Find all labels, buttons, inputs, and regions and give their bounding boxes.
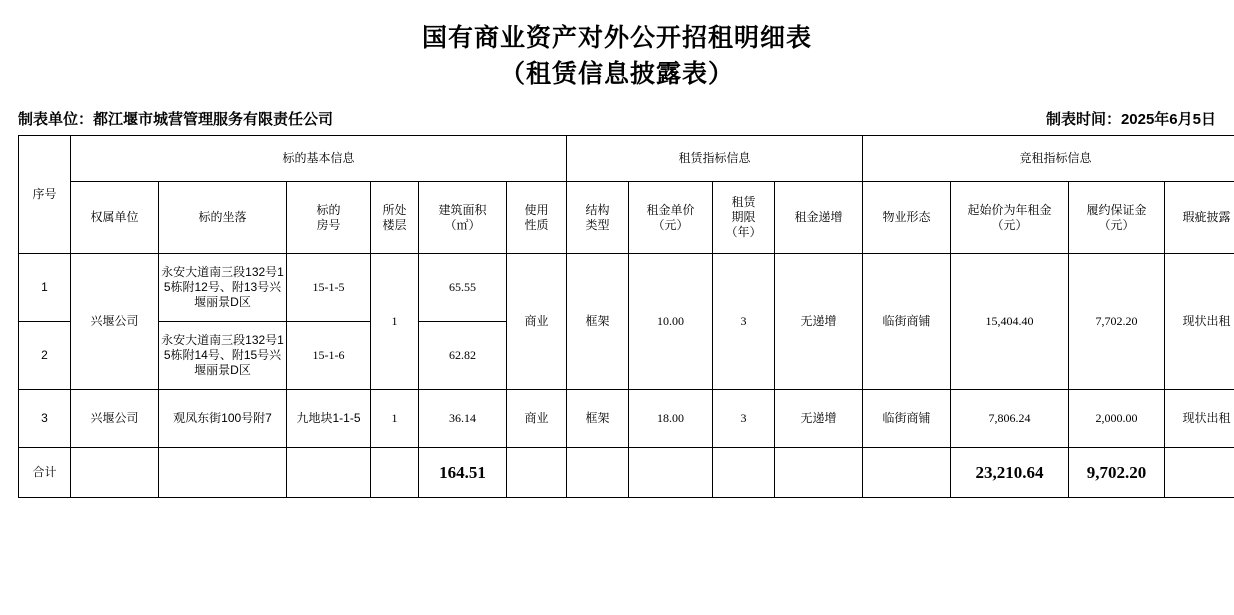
header-location: 标的坐落 bbox=[159, 182, 287, 254]
cell-area: 62.82 bbox=[419, 322, 507, 390]
cell-floor: 1 bbox=[371, 254, 419, 390]
cell-defect: 现状出租 bbox=[1165, 390, 1234, 448]
header-seq: 序号 bbox=[19, 136, 71, 254]
cell-owner: 兴堰公司 bbox=[71, 254, 159, 390]
header-room-no-l2: 房号 bbox=[316, 217, 341, 232]
header-deposit bbox=[1069, 182, 1165, 254]
cell-seq: 1 bbox=[19, 254, 71, 322]
total-defect bbox=[1165, 448, 1234, 498]
cell-start-price: 15,404.40 bbox=[951, 254, 1069, 390]
header-floor bbox=[371, 182, 419, 254]
maker-unit: 制表单位：都江堰市城营管理服务有限责任公司 bbox=[18, 111, 334, 128]
header-start-price-l1: 起始价为年租金 bbox=[967, 202, 1052, 217]
total-label: 合计 bbox=[19, 448, 71, 498]
total-start-price: 23,210.64 bbox=[951, 448, 1069, 498]
header-usage-l2: 性质 bbox=[524, 217, 549, 232]
cell-area: 65.55 bbox=[419, 254, 507, 322]
header-unit-price bbox=[629, 182, 713, 254]
table-sub-header-row bbox=[19, 182, 1234, 254]
cell-usage: 商业 bbox=[507, 390, 567, 448]
header-property-form: 物业形态 bbox=[863, 182, 951, 254]
cell-structure: 框架 bbox=[567, 390, 629, 448]
header-term bbox=[713, 182, 775, 254]
header-floor-l2: 楼层 bbox=[382, 217, 407, 232]
header-unit-price-l2: （元） bbox=[652, 217, 689, 232]
cell-owner: 兴堰公司 bbox=[71, 390, 159, 448]
title-line-2: （租赁信息披露表） bbox=[499, 60, 734, 88]
cell-location: 永安大道南三段132号15栋附14号、附15号兴堰丽景D区 bbox=[159, 322, 287, 390]
header-increase: 租金递增 bbox=[775, 182, 863, 254]
table-total-row bbox=[19, 448, 1234, 498]
document-title bbox=[0, 0, 1234, 92]
header-group-basic: 标的基本信息 bbox=[71, 136, 567, 182]
total-room-no bbox=[287, 448, 371, 498]
total-usage bbox=[507, 448, 567, 498]
header-deposit-l1: 履约保证金 bbox=[1086, 202, 1147, 217]
total-term bbox=[713, 448, 775, 498]
table-row bbox=[19, 390, 1234, 448]
title-line-1: 国有商业资产对外公开招租明细表 bbox=[421, 24, 812, 52]
cell-start-price: 7,806.24 bbox=[951, 390, 1069, 448]
header-term-l3: （年） bbox=[725, 225, 762, 239]
cell-seq: 2 bbox=[19, 322, 71, 390]
total-structure bbox=[567, 448, 629, 498]
header-group-bid: 竞租指标信息 bbox=[863, 136, 1234, 182]
table-row bbox=[19, 254, 1234, 322]
cell-unit-price: 18.00 bbox=[629, 390, 713, 448]
total-area: 164.51 bbox=[419, 448, 507, 498]
header-start-price bbox=[951, 182, 1069, 254]
cell-location: 永安大道南三段132号15栋附12号、附13号兴堰丽景D区 bbox=[159, 254, 287, 322]
header-usage bbox=[507, 182, 567, 254]
cell-unit-price: 10.00 bbox=[629, 254, 713, 390]
header-floor-l1: 所处 bbox=[382, 202, 407, 217]
header-structure bbox=[567, 182, 629, 254]
cell-floor: 1 bbox=[371, 390, 419, 448]
cell-location: 观凤东街100号附7 bbox=[159, 390, 287, 448]
cell-structure: 框架 bbox=[567, 254, 629, 390]
cell-increase: 无递增 bbox=[775, 390, 863, 448]
total-increase bbox=[775, 448, 863, 498]
header-group-lease: 租赁指标信息 bbox=[567, 136, 863, 182]
cell-term: 3 bbox=[713, 254, 775, 390]
cell-room-no: 15-1-5 bbox=[287, 254, 371, 322]
cell-increase: 无递增 bbox=[775, 254, 863, 390]
cell-defect: 现状出租 bbox=[1165, 254, 1234, 390]
cell-property-form: 临街商铺 bbox=[863, 254, 951, 390]
header-term-l1: 租赁 bbox=[731, 195, 756, 209]
total-property-form bbox=[863, 448, 951, 498]
total-unit-price bbox=[629, 448, 713, 498]
make-date: 制表时间：2025年6月5日 bbox=[1045, 111, 1216, 128]
cell-room-no: 九地块1-1-5 bbox=[287, 390, 371, 448]
header-area-l2: （㎡） bbox=[444, 217, 481, 232]
total-location bbox=[159, 448, 287, 498]
table-group-header-row bbox=[19, 136, 1234, 182]
cell-deposit: 2,000.00 bbox=[1069, 390, 1165, 448]
header-deposit-l2: （元） bbox=[1098, 217, 1135, 232]
total-owner bbox=[71, 448, 159, 498]
header-area-l1: 建筑面积 bbox=[438, 202, 487, 217]
header-start-price-l2: （元） bbox=[991, 217, 1028, 232]
header-unit-price-l1: 租金单价 bbox=[646, 202, 695, 217]
header-structure-l1: 结构 bbox=[585, 202, 610, 217]
header-area bbox=[419, 182, 507, 254]
header-room-no-l1: 标的 bbox=[316, 202, 341, 217]
header-term-l2: 期限 bbox=[731, 210, 756, 224]
cell-usage: 商业 bbox=[507, 254, 567, 390]
header-structure-l2: 类型 bbox=[585, 217, 610, 232]
cell-seq: 3 bbox=[19, 390, 71, 448]
header-room-no bbox=[287, 182, 371, 254]
cell-property-form: 临街商铺 bbox=[863, 390, 951, 448]
document-meta bbox=[18, 108, 1216, 129]
cell-deposit: 7,702.20 bbox=[1069, 254, 1165, 390]
total-floor bbox=[371, 448, 419, 498]
rental-disclosure-table bbox=[18, 135, 1234, 498]
header-defect: 瑕疵披露 bbox=[1165, 182, 1234, 254]
total-deposit: 9,702.20 bbox=[1069, 448, 1165, 498]
cell-area: 36.14 bbox=[419, 390, 507, 448]
header-owner: 权属单位 bbox=[71, 182, 159, 254]
cell-term: 3 bbox=[713, 390, 775, 448]
cell-room-no: 15-1-6 bbox=[287, 322, 371, 390]
header-usage-l1: 使用 bbox=[524, 202, 549, 217]
